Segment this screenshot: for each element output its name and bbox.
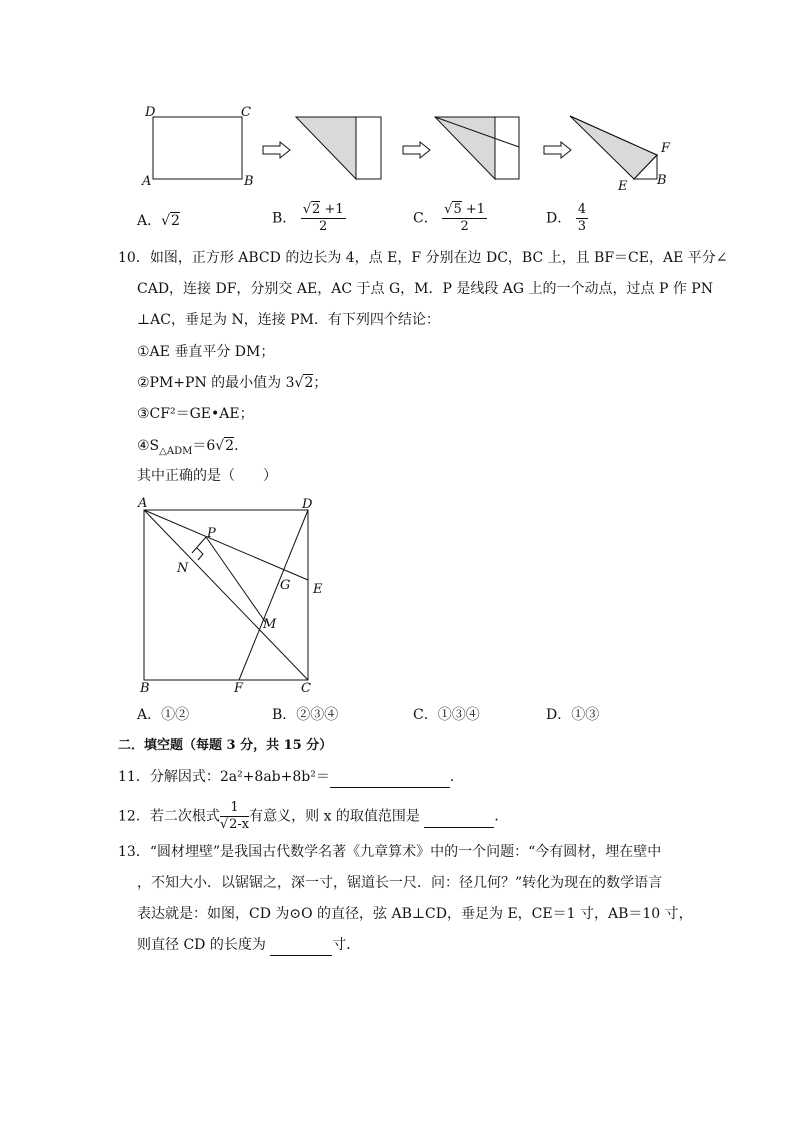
- label-e: E: [313, 582, 323, 597]
- folding-figure: [140, 100, 680, 195]
- q13-line-1: [118, 842, 661, 862]
- label-b: B: [657, 173, 667, 188]
- option-label: D．: [546, 707, 572, 723]
- option-label: A．: [137, 707, 162, 723]
- denominator: 2: [319, 219, 328, 234]
- label-p: P: [207, 526, 216, 541]
- q9-option-a[interactable]: A．√2: [137, 213, 180, 229]
- numerator-tail: +1: [320, 202, 344, 217]
- question-number: 11．: [118, 769, 150, 785]
- question-number: 12．: [118, 808, 150, 825]
- question-text: “圆材埋壁”是我国古代数学名著《九章算术》中的一个问题：“今有圆材，埋在壁中: [149, 844, 662, 860]
- label-a: A: [142, 174, 152, 189]
- answer-blank[interactable]: [270, 935, 332, 956]
- arrow-right-icon: [403, 142, 430, 158]
- sqrt-radicand: 2: [171, 213, 180, 229]
- sqrt-radicand: 2: [304, 375, 314, 391]
- fold-step-final: [570, 116, 671, 194]
- q10-line-1: [118, 248, 728, 268]
- label-n: N: [177, 561, 189, 576]
- segment-ac: [144, 510, 308, 680]
- option-text: ①③: [571, 707, 600, 723]
- option-label: C．: [413, 210, 438, 227]
- option-text: ①②: [161, 707, 190, 723]
- q11: 11．分解因式：2a²+8ab+8b²＝ ．: [118, 767, 464, 788]
- denominator: 2: [460, 219, 469, 234]
- label-a: A: [138, 496, 148, 511]
- label-b: B: [140, 681, 150, 696]
- subscript: △ADM: [159, 445, 193, 457]
- section-title: 二．填空题（每题 3 分，共 15 分）: [118, 738, 333, 753]
- sqrt-radicand: 2: [312, 202, 321, 217]
- question-text: 分解因式：2a²+8ab+8b²＝: [149, 769, 330, 785]
- label-f: F: [661, 141, 671, 156]
- answer-blank[interactable]: [424, 807, 494, 828]
- q10-conclusion-4: $④S_{\triangle ADM}=6√2$．: [137, 438, 249, 457]
- q10-conclusion-1: ①AE 垂直平分 DM；: [137, 344, 275, 360]
- q10-line-2: CAD，连接 DF，分别交 AE，AC 于点 G，M．P 是线段 AG 上的一个动点，过点 P 作 PN: [137, 281, 713, 297]
- option-label: B．: [272, 707, 297, 723]
- numerator: 1: [220, 800, 249, 817]
- label-b: B: [244, 174, 254, 189]
- segment-df: [239, 510, 308, 680]
- fold-step-2: [296, 117, 381, 179]
- option-label: A．: [137, 213, 162, 229]
- question-number: 13．: [118, 844, 150, 860]
- label-f: F: [234, 681, 244, 696]
- option-label: D．: [546, 210, 572, 227]
- q13-line-2: ，不知大小．以锯锯之，深一寸，锯道长一尺．问：径几何？”转化为现在的数学语言: [137, 875, 663, 891]
- option-label: C．: [413, 707, 438, 723]
- label-g: G: [280, 578, 291, 593]
- sqrt-radicand: 5: [453, 202, 462, 217]
- numerator: 4: [577, 202, 586, 217]
- q13-line-3: 表达就是：如图，CD 为⊙O 的直径，弦 AB⊥CD，垂足为 E，CE＝1 寸，AB＝10 寸，: [137, 906, 693, 922]
- option-text: ①③④: [437, 707, 480, 723]
- segment-pm: [206, 537, 266, 623]
- q10-conclusion-3: ③CF²＝GE•AE；: [137, 406, 254, 422]
- label-c: C: [301, 681, 311, 696]
- q12: 12．若二次根式 $\frac{1}{√2-x}$ 有意义，则 x 的取值范围是 ．: [118, 800, 509, 832]
- q9-option-c[interactable]: C． $\frac{√5 +1}{2}$: [413, 202, 486, 234]
- q10-conclusion-2: ②PM+PN 的最小值为 3√2；: [137, 375, 328, 391]
- q10-option-a[interactable]: [137, 705, 189, 725]
- q10-question: 其中正确的是（ ）: [137, 468, 277, 484]
- q10-option-d[interactable]: [546, 705, 599, 725]
- rectangle-abcd: [153, 117, 242, 179]
- fold-step-3: [435, 117, 519, 179]
- question-number: 10．: [118, 250, 150, 266]
- numerator-tail: +1: [461, 202, 486, 217]
- answer-blank[interactable]: [330, 767, 450, 788]
- arrow-right-icon: [263, 142, 290, 158]
- q13-line-4: 则直径 CD 的长度为 寸．: [137, 935, 360, 956]
- q9-option-d[interactable]: [546, 202, 588, 235]
- q9-option-b[interactable]: B． $\frac{√2 +1}{2}$: [272, 202, 344, 234]
- question-text: 如图，正方形 ABCD 的边长为 4，点 E，F 分别在边 DC，BC 上，且 BF＝CE，AE 平分∠: [149, 250, 728, 266]
- sqrt-radicand: 2: [225, 438, 235, 454]
- option-text: ②③④: [296, 707, 339, 723]
- denominator: 3: [577, 219, 586, 234]
- label-d: D: [145, 105, 156, 120]
- arrow-right-icon: [544, 142, 571, 158]
- label-d: D: [302, 497, 313, 512]
- q10-option-c[interactable]: [413, 705, 480, 725]
- square-figure: [132, 493, 332, 698]
- right-angle-mark: [197, 548, 203, 560]
- label-c: C: [241, 105, 251, 120]
- sqrt-radicand: 2-x: [229, 817, 250, 832]
- label-e: E: [618, 179, 628, 194]
- label-m: M: [263, 617, 277, 632]
- q10-option-b[interactable]: [272, 705, 338, 725]
- q10-line-3: ⊥AC，垂足为 N，连接 PM．有下列四个结论：: [137, 312, 440, 328]
- option-label: B．: [272, 210, 297, 227]
